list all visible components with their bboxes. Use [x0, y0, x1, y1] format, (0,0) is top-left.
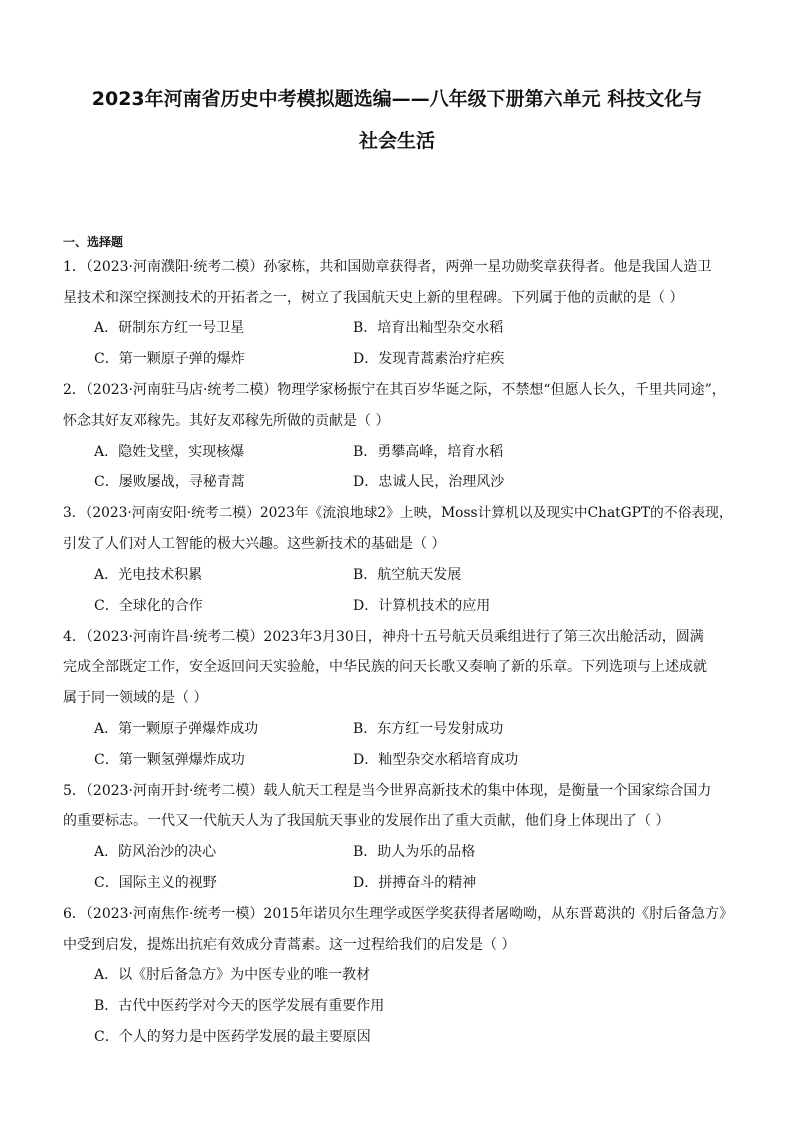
option-b: B．助人为乐的品格: [353, 844, 476, 860]
option-d: D．拼搏奋斗的精神: [353, 875, 477, 891]
question-text: 4．（2023·河南许昌·统考二模）2023年3月30日，神舟十五号航天员乘组进行了第三次出舱活动，圆满: [63, 629, 704, 645]
option-c: C．个人的努力是中医药学发展的最主要原因: [94, 1029, 371, 1045]
option-c: C．第一颗氢弹爆炸成功: [94, 752, 245, 768]
question-text: 5．（2023·河南开封·统考二模）载人航天工程是当今世界高新技术的集中体现，是衡量一个国家综合国力: [63, 783, 712, 799]
option-a: A．隐姓戈壁，实现核爆: [94, 444, 245, 460]
option-c: C．第一颗原子弹的爆炸: [94, 351, 245, 367]
option-b: B．古代中医药学对今天的医学发展有重要作用: [94, 998, 385, 1014]
option-a: A．光电技术积累: [94, 567, 203, 583]
document-title-line-1: 2023年河南省历史中考模拟题选编——八年级下册第六单元 科技文化与: [91, 88, 703, 110]
option-d: D．籼型杂交水稻培育成功: [353, 752, 519, 768]
option-a: A．防风治沙的决心: [94, 844, 217, 860]
option-c: C．屡败屡战，寻秘青蒿: [94, 474, 245, 490]
section-heading: 一、选择题: [63, 235, 124, 249]
option-a: A．第一颗原子弹爆炸成功: [94, 721, 259, 737]
question-text: 2．（2023·河南驻马店·统考二模）物理学家杨振宁在其百岁华诞之际，不禁想“但愿人长久，千里共同途”，: [63, 382, 726, 398]
question-text: 完成全部既定工作，安全返回问天实验舱，中华民族的问天长歌又奏响了新的乐章。下列选项与上述成就: [63, 659, 707, 675]
option-b: B．东方红一号发射成功: [353, 721, 504, 737]
option-b: B．航空航天发展: [353, 567, 462, 583]
option-a: A．以《肘后备急方》为中医专业的唯一教材: [94, 967, 371, 983]
question-text: 中受到启发，提炼出抗疟有效成分青蒿素。这一过程给我们的启发是（ ）: [63, 937, 516, 953]
question-text: 属于同一领域的是（ ）: [63, 690, 208, 706]
option-d: D．忠诚人民，治理风沙: [353, 474, 505, 490]
question-text: 引发了人们对人工智能的极大兴趣。这些新技术的基础是（ ）: [63, 536, 446, 552]
document-title-line-2: 社会生活: [358, 130, 435, 152]
question-text: 6．（2023·河南焦作·统考一模）2015年诺贝尔生理学或医学奖获得者屠呦呦，从东晋葛洪的《肘后备急方》: [63, 906, 734, 922]
option-b: B．勇攀高峰，培育水稻: [353, 444, 504, 460]
question-text: 的重要标志。一代又一代航天人为了我国航天事业的发展作出了重大贡献，他们身上体现出了（ ）: [63, 813, 670, 829]
option-d: D．发现青蒿素治疗疟疾: [353, 351, 505, 367]
option-b: B．培育出籼型杂交水稻: [353, 320, 504, 336]
question-text: 3．（2023·河南安阳·统考二模）2023年《流浪地球2》上映，Moss计算机以及现实中ChatGPT的不俗表现，: [63, 505, 733, 521]
option-c: C．全球化的合作: [94, 598, 203, 614]
option-c: C．国际主义的视野: [94, 875, 217, 891]
question-text: 1．（2023·河南濮阳·统考二模）孙家栋，共和国勋章获得者，两弹一星功勋奖章获得者。他是我国人造卫: [63, 259, 712, 275]
question-text: 星技术和深空探测技术的开拓者之一，树立了我国航天史上新的里程碑。下列属于他的贡献的是（ ）: [63, 290, 684, 306]
option-a: A．研制东方红一号卫星: [94, 320, 245, 336]
question-text: 怀念其好友邓稼先。其好友邓稼先所做的贡献是（ ）: [63, 413, 390, 429]
option-d: D．计算机技术的应用: [353, 598, 491, 614]
